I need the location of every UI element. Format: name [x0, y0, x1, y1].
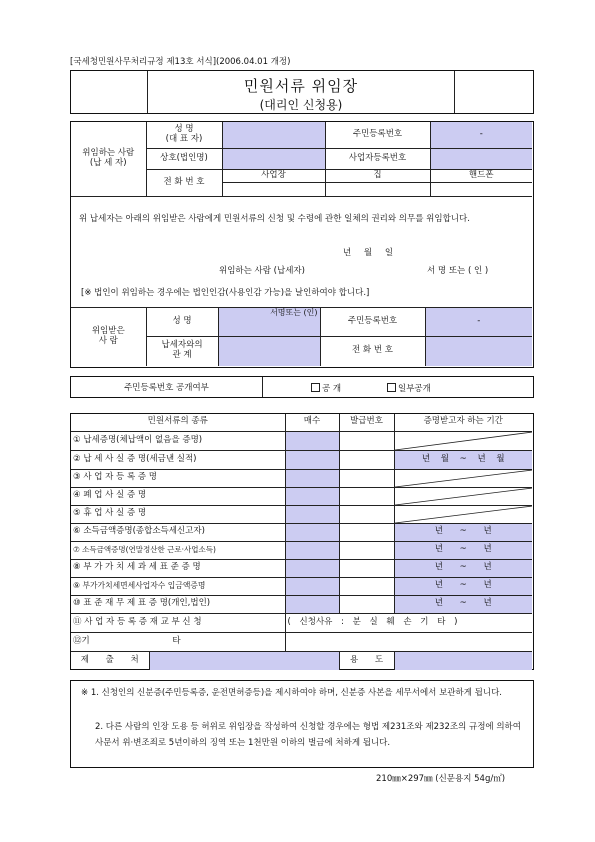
phone-col-mobile: 핸드폰: [430, 169, 532, 182]
period-field[interactable]: 년 ~ 년: [394, 523, 532, 541]
page-title: 민원서류 위임장: [243, 77, 359, 95]
checkbox-icon[interactable]: [311, 383, 320, 392]
col-issue-no: 발급번호: [339, 414, 394, 431]
issue-no-field[interactable]: [339, 577, 394, 595]
documents-section: [70, 413, 534, 670]
brn-field[interactable]: [430, 148, 532, 169]
delegation-statement: 위 납세자는 아래의 위임받은 사람에게 민원서류의 신청 및 수령에 관한 일체의 권리와 의무를 위임합니다.: [79, 214, 470, 224]
doc-row: ⑥ 소득금액증명(종합소득세신고자): [71, 523, 285, 541]
disclosure-label: 주민등록번호 공개여부: [71, 377, 263, 397]
doc-row: ④ 폐 업 사 실 증 명: [71, 487, 285, 505]
issue-no-field[interactable]: [339, 541, 394, 559]
delegator-label: 위임하는 사람 (납 세 자): [71, 122, 146, 196]
period-field[interactable]: 년 ~ 년: [394, 595, 532, 613]
issue-no-field[interactable]: [339, 523, 394, 541]
copies-field[interactable]: [285, 450, 339, 469]
issue-no-field[interactable]: [339, 450, 394, 469]
doc-row: ③ 사 업 자 등 록 증 명: [71, 469, 285, 487]
copies-field[interactable]: [285, 523, 339, 541]
period-field[interactable]: 년 월 ~ 년 월: [394, 450, 532, 469]
delegate-phone-label: 전 화 번 호: [320, 337, 425, 366]
company-name-label: 상호(법인명): [146, 148, 222, 169]
checkbox-icon[interactable]: [387, 383, 396, 392]
statement-date: 년 월 일: [343, 248, 394, 258]
title-box: [70, 70, 534, 114]
doc-row: ⑧ 부 가 가 치 세 과 세 표 준 증 명: [71, 559, 285, 577]
doc-row: ⑤ 휴 업 사 실 증 명: [71, 505, 285, 523]
other-field[interactable]: [285, 632, 532, 651]
relation-field[interactable]: [218, 337, 320, 366]
documents-table: [71, 414, 532, 670]
disclosure-row: [70, 376, 534, 398]
phone-home-field[interactable]: [325, 182, 430, 196]
copies-field[interactable]: [285, 559, 339, 577]
period-field[interactable]: 년 ~ 년: [394, 559, 532, 577]
submit-to-label: 제 출 처: [71, 651, 149, 670]
delegate-table: [71, 307, 532, 366]
disclosure-partial-option[interactable]: 일부공개: [387, 382, 431, 394]
copies-field[interactable]: [285, 577, 339, 595]
col-copies: 매수: [285, 414, 339, 431]
note-2: 2. 다른 사람의 인장 도용 등 허위로 위임장을 작성하여 신청할 경우에는 형법 제231조와 제232조의 규정에 의하여 사문서 위·변조죄로 5년이하의 징역 또는 1천만원 이하의 벌금에 처하게 됩니다.: [95, 722, 521, 748]
phone-col-work: 사업장: [222, 169, 325, 182]
doc-row: ⑫기 타: [71, 632, 285, 651]
issue-no-field[interactable]: [339, 595, 394, 613]
col-period: 증명받고자 하는 기간: [394, 414, 532, 431]
form-code: [국세청민원사무처리규정 제13호 서식](2006.04.01 개정): [70, 57, 291, 67]
copies-field[interactable]: [285, 487, 339, 505]
delegate-name-label: 성 명: [146, 308, 218, 337]
copies-field[interactable]: [285, 541, 339, 559]
issue-no-field[interactable]: [339, 431, 394, 450]
signer-sign: 서 명 또는 ( 인 ): [427, 266, 489, 276]
issue-no-field[interactable]: [339, 487, 394, 505]
delegate-sign-field[interactable]: 서명또는 (인): [218, 308, 320, 337]
relation-label: 납세자와의 관 계: [146, 337, 218, 366]
period-field[interactable]: 년 ~ 년: [394, 541, 532, 559]
delegation-section: [70, 121, 534, 368]
issue-no-field[interactable]: [339, 469, 394, 487]
delegator-name-label: 성 명 (대 표 자): [146, 122, 222, 148]
doc-row: ⑦ 소득금액증명(연말정산한 근로·사업소득): [71, 541, 285, 559]
period-disabled: [394, 487, 532, 505]
copies-field[interactable]: [285, 505, 339, 523]
period-disabled: [394, 469, 532, 487]
doc-row: ⑪ 사 업 자 등 록 증 재 교 부 신 청: [71, 613, 285, 632]
period-disabled: [394, 505, 532, 523]
delegator-rrn-label: 주민등록번호: [325, 122, 430, 148]
submit-to-field[interactable]: [149, 651, 339, 670]
page-subtitle: (대리인 신청용): [259, 98, 343, 112]
issue-no-field[interactable]: [339, 505, 394, 523]
phone-col-home: 집: [325, 169, 430, 182]
corporate-seal-note: [※ 법인이 위임하는 경우에는 법인인감(사용인감 가능)을 날인하여야 합니다.]: [81, 288, 370, 298]
doc-row: ⑨ 부가가치세면세사업자수 입금액증명: [71, 577, 285, 595]
note-1: ※ 1. 신청인의 신분증(주민등록증, 운전면허증등)을 제시하여야 하며, 신분증 사본을 세무서에서 보관하게 됩니다.: [81, 688, 502, 698]
company-name-field[interactable]: [222, 148, 325, 169]
doc-row: ⑩ 표 준 재 무 제 표 증 명(개인,법인): [71, 595, 285, 613]
period-disabled: [394, 431, 532, 450]
copies-field[interactable]: [285, 595, 339, 613]
delegator-table: [71, 122, 532, 197]
copies-field[interactable]: [285, 431, 339, 450]
use-label: 용 도: [339, 651, 394, 670]
brn-label: 사업자등록번호: [325, 148, 430, 169]
paper-size: 210㎜×297㎜ (신문용지 54g/㎡): [376, 774, 506, 784]
issue-no-field[interactable]: [339, 559, 394, 577]
doc-row: ② 납 세 사 실 증 명(세금낸 실적): [71, 450, 285, 469]
period-field[interactable]: 년 ~ 년: [394, 577, 532, 595]
delegate-rrn-field[interactable]: -: [425, 308, 532, 337]
delegator-name-field[interactable]: [222, 122, 325, 148]
phone-work-field[interactable]: [222, 182, 325, 196]
delegate-label: 위임받은 사 람: [71, 308, 146, 366]
phone-mobile-field[interactable]: [430, 182, 532, 196]
delegator-rrn-field[interactable]: -: [430, 122, 532, 148]
phone-label: 전 화 번 호: [146, 169, 222, 196]
use-field[interactable]: [394, 651, 532, 670]
delegate-rrn-label: 주민등록번호: [320, 308, 425, 337]
disclosure-public-option[interactable]: 공 개: [311, 382, 341, 394]
reissue-reason[interactable]: ( 신청사유 : 분 실 훼 손 기 타 ): [285, 613, 532, 632]
col-doc-type: 민원서류의 종류: [71, 414, 285, 431]
notes-box: [70, 680, 534, 768]
copies-field[interactable]: [285, 469, 339, 487]
signer-label: 위임하는 사람 (납세자): [219, 266, 305, 276]
delegate-phone-field[interactable]: [425, 337, 532, 366]
doc-row: ① 납세증명(체납액이 없음을 증명): [71, 431, 285, 450]
